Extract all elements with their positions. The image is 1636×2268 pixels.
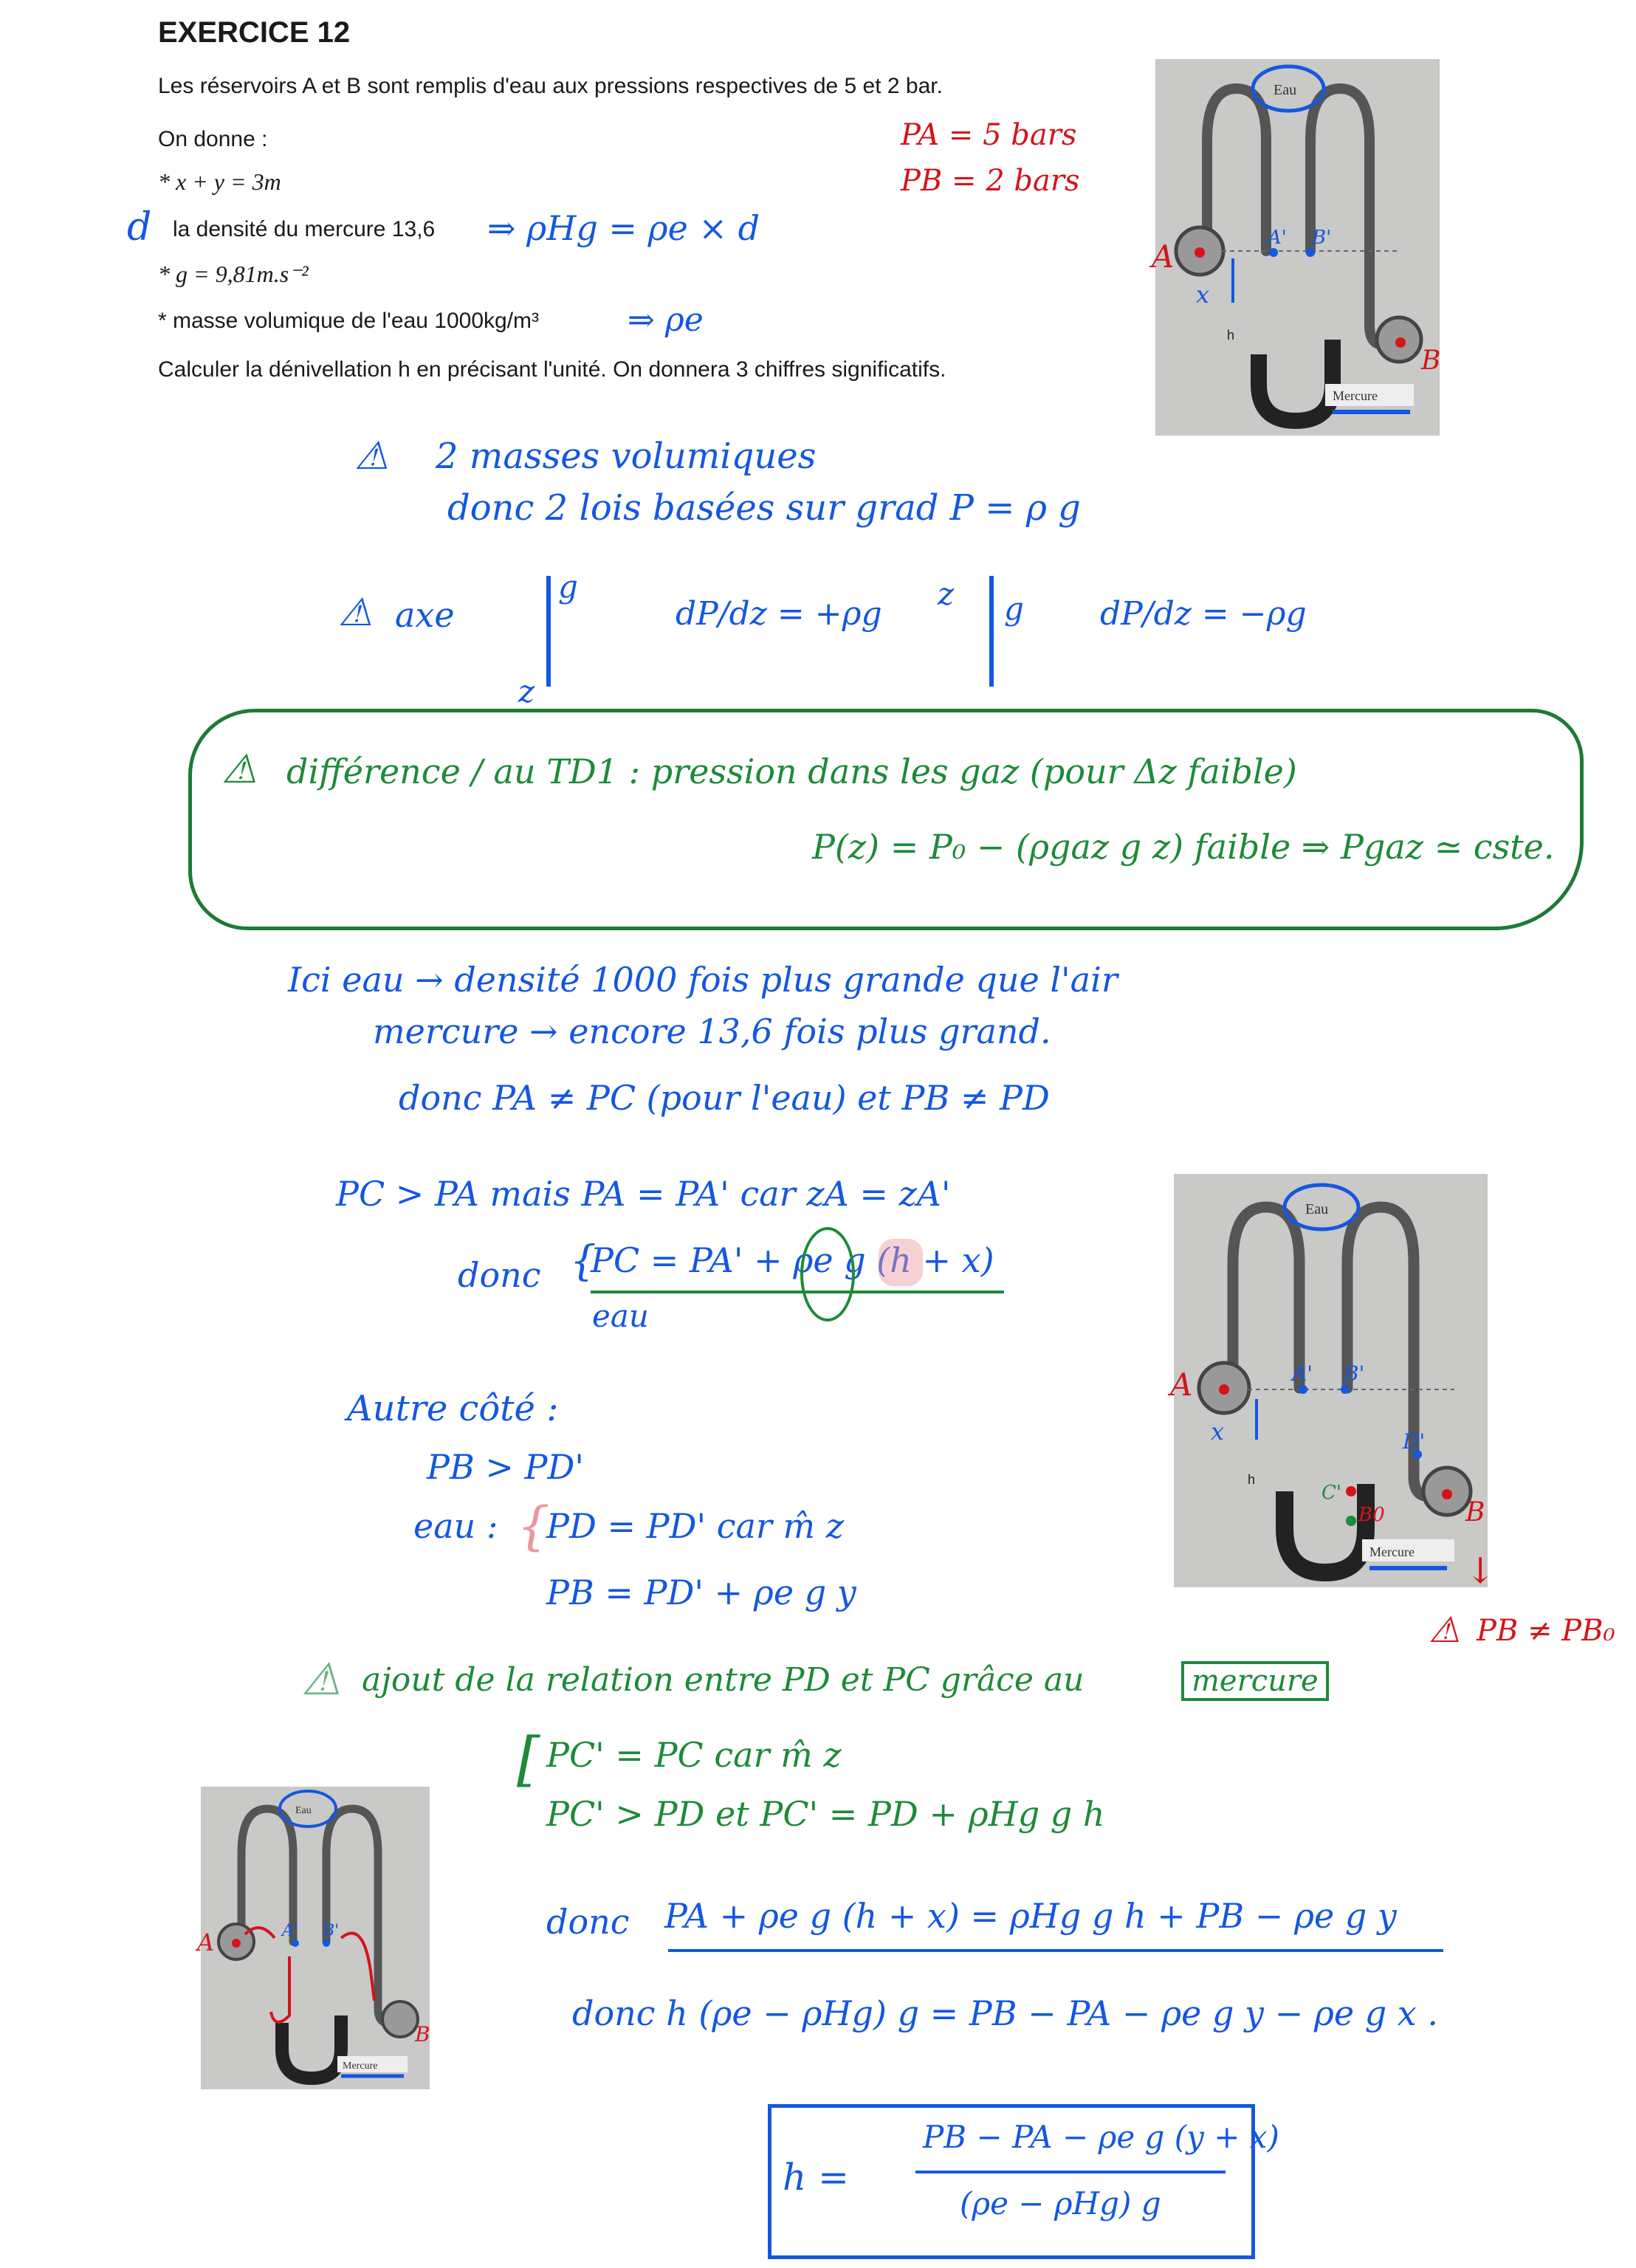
note-pc2-eq: PC = PA' + ρe g (h + x) (591, 1240, 994, 1280)
svg-text:D': D' (1403, 1429, 1426, 1454)
note-line2: donc 2 lois basées sur grad P = ρ g (447, 487, 1081, 529)
diagram-top (1152, 59, 1441, 436)
svg-text:B': B' (323, 1922, 340, 1940)
circle-rho-e (800, 1227, 855, 1322)
warn-icon-2: ⚠ (338, 591, 373, 635)
exercise-question: Calculer la dénivellation h en précisant l'unité. On donnera 3 chiffres significatifs. (158, 357, 946, 382)
note-autre: Autre côté : (347, 1388, 559, 1429)
svg-text:B: B (415, 2022, 430, 2047)
given-item-density: la densité du mercure 13,6 (173, 217, 436, 241)
mercury-label-mid: Mercure (1369, 1544, 1415, 1559)
note-ici1: Ici eau → densité 1000 fois plus grande que l'air (288, 960, 1118, 1000)
water-label-mid: Eau (1305, 1201, 1329, 1217)
given-item-xy: * x + y = 3m (158, 168, 281, 195)
result-denominator: (ρe − ρHg) g (960, 2185, 1161, 2221)
diagram-top-svg (1152, 59, 1441, 436)
axis-g-1: g (558, 568, 578, 605)
axis-up-line (989, 576, 994, 687)
diagram-bottom (197, 1787, 430, 2089)
underline-pc (591, 1291, 1004, 1293)
brace-pink: { (517, 1496, 550, 1556)
svg-text:B: B (1465, 1497, 1485, 1528)
note-ici3: donc PA ≠ PC (pour l'eau) et PB ≠ PD (399, 1078, 1050, 1118)
arrow-curve-red: ↓ (1465, 1550, 1496, 1592)
svg-text:A: A (1170, 1367, 1193, 1403)
note-ajout-mercure: mercure (1181, 1661, 1329, 1701)
note-pb2-eau: eau : (413, 1506, 498, 1546)
svg-text:A': A' (1292, 1361, 1313, 1386)
svg-text:h: h (1227, 328, 1235, 343)
axe-eq2: dP/dz = −ρg (1100, 595, 1307, 633)
axe-eq1: dP/dz = +ρg (676, 595, 882, 633)
note-pb: PB = 2 bars (901, 164, 1080, 198)
brace-1: { (570, 1237, 597, 1285)
highlight-h-1 (879, 1239, 923, 1286)
exercise-intro: Les réservoirs A et B sont remplis d'eau aux pressions respectives de 5 et 2 bar. (158, 74, 943, 98)
svg-text:A: A (1152, 238, 1175, 275)
note-final1-eq: PA + ρe g (h + x) = ρHg g h + PB − ρe g y (664, 1896, 1397, 1936)
svg-text:C': C' (1321, 1482, 1342, 1504)
note-ajout-a: ajout de la relation entre PD et PC grâce au (362, 1661, 1085, 1699)
axis-z-2: z (938, 576, 955, 612)
warn-icon-4: ⚠ (301, 1654, 341, 1705)
bracket-mercury: [ (517, 1725, 540, 1793)
note-line1: 2 masses volumiques (436, 436, 817, 477)
result-numerator: PB − PA − ρe g (y + x) (923, 2119, 1279, 2155)
mercury-label-top: Mercure (1333, 388, 1378, 403)
note-ici2: mercure → encore 13,6 fois plus grand. (373, 1011, 1051, 1051)
note-pc2-donc: donc (458, 1255, 541, 1295)
svg-text:B: B (1421, 346, 1441, 376)
diagram-middle (1170, 1174, 1488, 1587)
note-m2: PC' > PD et PC' = PD + ρHg g h (546, 1794, 1105, 1834)
svg-text:A': A' (1268, 227, 1287, 249)
note-d-marker: d (127, 205, 152, 250)
note-final2: donc h (ρe − ρHg) g = PB − PA − ρe g y − ρe g x . (572, 1993, 1438, 2033)
axis-g-2: g (1004, 591, 1024, 627)
note-pc1: PC > PA mais PA = PA' car zA = zA' (336, 1174, 951, 1214)
result-lhs: h = (783, 2156, 849, 2199)
note-pb1: PB > PD' (427, 1447, 585, 1487)
note-axe: axe (395, 595, 455, 635)
note-pc2-eau: eau (592, 1298, 649, 1334)
svg-text:A: A (197, 1928, 215, 1956)
warn-icon-3: ⚠ (221, 746, 258, 792)
axis-z-1: z (518, 673, 535, 709)
diagram-middle-svg (1170, 1174, 1488, 1587)
note-diff2: P(z) = P₀ − (ρgaz g z) faible ⇒ Pgaz ≃ cste. (812, 827, 1555, 867)
note-diff1: différence / au TD1 : pression dans les gaz (pour Δz faible) (286, 752, 1297, 791)
given-item-water: * masse volumique de l'eau 1000kg/m³ (158, 309, 540, 333)
svg-text:h: h (1248, 1472, 1256, 1487)
mercury-label-bottom: Mercure (343, 2061, 378, 2072)
diagram-bottom-svg (197, 1787, 430, 2089)
svg-text:B': B' (1344, 1361, 1365, 1386)
svg-text:B0: B0 (1358, 1504, 1385, 1526)
water-label-top: Eau (1274, 82, 1297, 98)
warn-icon-1: ⚠ (354, 434, 389, 478)
underline-final1 (668, 1949, 1443, 1952)
svg-text:x: x (1196, 281, 1210, 309)
note-pb2: PD = PD' car m̂ z (546, 1506, 844, 1546)
note-final1-donc: donc (546, 1902, 630, 1942)
note-pa: PA = 5 bars (901, 118, 1077, 152)
given-label: On donne : (158, 127, 268, 151)
exercise-title: EXERCICE 12 (158, 16, 351, 49)
svg-text:A': A' (282, 1922, 298, 1940)
note-rho-hg: ⇒ ρHg = ρe × d (487, 208, 760, 248)
svg-text:B': B' (1312, 227, 1332, 249)
note-m1: PC' = PC car m̂ z (546, 1735, 842, 1775)
result-fraction-bar (915, 2171, 1226, 2174)
axis-down-line (546, 576, 551, 687)
note-rho-e: ⇒ ρe (628, 301, 704, 339)
water-label-bottom: Eau (295, 1805, 312, 1816)
note-pb3: PB = PD' + ρe g y (546, 1573, 856, 1612)
svg-text:x: x (1211, 1418, 1225, 1446)
td1-difference-box (188, 709, 1584, 930)
warn-icon-red: ⚠ (1429, 1609, 1461, 1651)
note-warn-right: PB ≠ PB₀ (1477, 1614, 1615, 1648)
given-item-g: * g = 9,81m.s⁻² (158, 261, 309, 287)
